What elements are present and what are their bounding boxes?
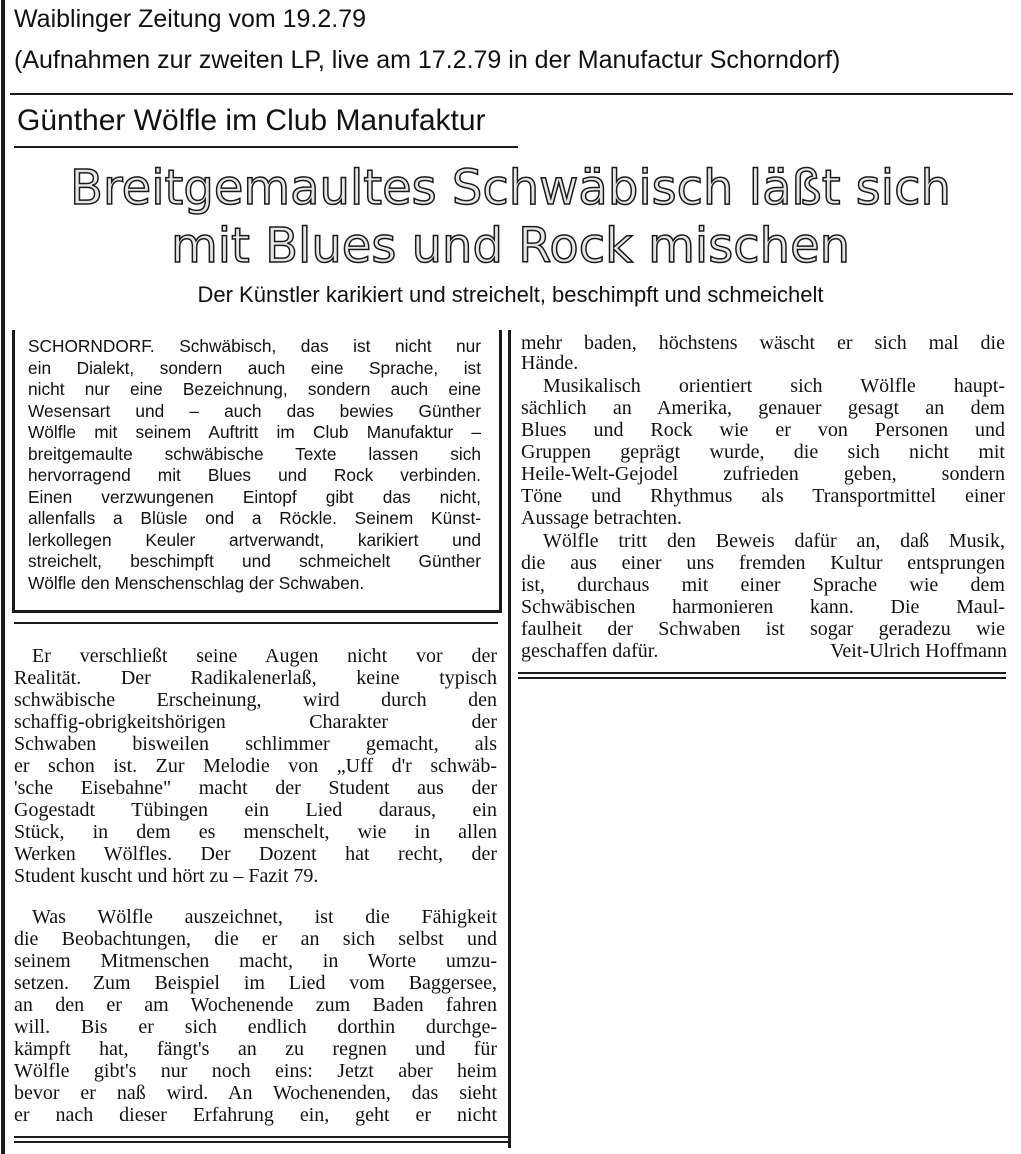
text-line: setzen. Zum Beispiel im Lied vom Baggersee, — [14, 972, 497, 994]
lead-line: ein Dialekt, sondern auch eine Sprache, ist — [28, 357, 481, 378]
text-line: Aussage betrachten. — [521, 507, 683, 529]
text-line: will. Bis er sich endlich dorthin durchge- — [14, 1016, 497, 1038]
text-line: Er verschließt seine Augen nicht vor der — [32, 645, 497, 667]
lead-line: Wölfle den Menschenschlag der Schwaben. — [28, 572, 365, 593]
text-line: Student kuscht und hört zu – Fazit 79. — [14, 865, 319, 887]
text-line: Töne und Rhythmus als Transportmittel einer — [521, 485, 1005, 507]
text-line: bevor er naß wird. An Wochenenden, das sieht — [14, 1082, 497, 1104]
right-bottom-rule-1 — [518, 672, 1006, 674]
text-line: Gogestadt Tübingen ein Lied daraus, ein — [14, 799, 497, 821]
text-line: 'sche Eisebahne" macht der Student aus der — [14, 777, 497, 799]
left-bottom-rule-2 — [14, 1141, 508, 1143]
subheadline: Der Künstler karikiert und streichelt, beschimpft und schmeichelt — [197, 282, 824, 307]
text-line: schaffig-obrigkeitshörigen Charakter der — [14, 711, 497, 733]
text-line: an den er am Wochenende zum Baden fahren — [14, 994, 497, 1016]
text-line: Stück, in dem es menschelt, wie in allen — [14, 821, 497, 843]
recording-note: (Aufnahmen zur zweiten LP, live am 17.2.79 in der Manufactur Schorndorf) — [14, 46, 841, 74]
text-line: mehr baden, höchstens wäscht er sich mal die — [521, 332, 1005, 354]
header-divider — [10, 93, 1013, 95]
text-line: Heile-Welt-Gejodel zufrieden geben, sondern — [521, 463, 1005, 485]
text-line: er nach dieser Erfahrung ein, geht er nicht — [14, 1104, 497, 1126]
lead-line: Einen verzwungenen Eintopf gibt das nicht, — [28, 486, 481, 507]
text-line: Realität. Der Radikalenerlaß, keine typisch — [14, 667, 497, 689]
lead-line: Wesensart und – auch das bewies Günther — [28, 400, 481, 421]
lead-line: streichelt, beschimpft und schmeichelt Günther — [28, 551, 481, 571]
text-line: Gruppen geprägt wurde, die sich nicht mit — [521, 441, 1005, 463]
text-line: seinem Mitmenschen macht, in Worte umzu- — [14, 950, 497, 972]
text-line: Wölfle tritt den Beweis dafür an, daß Musik, — [543, 530, 1005, 552]
text-line: Wölfle gibt's nur noch eins: Jetzt aber heim — [14, 1060, 497, 1082]
text-line: schwäbische Erscheinung, wird durch den — [14, 689, 497, 711]
text-line: die aus einer uns fremden Kultur entsprungen — [521, 552, 1005, 574]
text-line: Blues und Rock wie er von Personen und — [521, 419, 1005, 441]
text-line: er schon ist. Zur Melodie von „Uff d'r schwäb- — [14, 755, 497, 777]
text-line: geschaffen dafür. — [521, 640, 659, 662]
column-divider — [508, 330, 511, 1148]
left-bottom-rule-1 — [14, 1136, 508, 1138]
text-line: Hände. — [521, 352, 579, 374]
kicker: Günther Wölfle im Club Manufaktur — [17, 104, 486, 137]
text-line: Werken Wölfles. Der Dozent hat recht, der — [14, 843, 497, 865]
headline-line-2: mit Blues und Rock mischen — [170, 218, 851, 274]
headline-line-1: Breitgemaultes Schwäbisch läßt sich — [70, 160, 951, 216]
text-line: ist, durchaus mit einer Sprache wie dem — [521, 574, 1005, 596]
lead-line: nicht nur eine Bezeichnung, sondern auch eine — [28, 379, 481, 399]
author-byline: Veit-Ulrich Hoffmann — [830, 640, 1007, 662]
lead-line: Wölfle mit seinem Auftritt im Club Manufaktur – — [28, 422, 481, 442]
lead-line: allenfalls a Blüsle ond a Röckle. Seinem Künst- — [28, 508, 481, 528]
text-line: die Beobachtungen, die er an sich selbst und — [14, 928, 497, 950]
right-bottom-rule-2 — [518, 677, 1006, 679]
lead-line: SCHORNDORF. Schwäbisch, das ist nicht nur — [28, 336, 481, 356]
lead-line: lerkollegen Keuler artverwandt, karikiert und — [28, 529, 481, 550]
newspaper-source: Waiblinger Zeitung vom 19.2.79 — [14, 5, 367, 33]
text-line: faulheit der Schwaben ist sogar geradezu wie — [521, 618, 1005, 640]
kicker-underline — [14, 146, 518, 148]
lead-bottom-rule — [14, 622, 498, 624]
lead-line: breitgemaulte schwäbische Texte lassen sich — [28, 443, 481, 464]
text-line: kämpft hat, fängt's an zu regnen und für — [14, 1038, 497, 1060]
text-line: sächlich an Amerika, genauer gesagt an dem — [521, 397, 1005, 419]
text-line: Schwaben bisweilen schlimmer gemacht, als — [14, 733, 497, 755]
lead-line: hervorragend mit Blues und Rock verbinden. — [28, 465, 481, 485]
text-line: Musikalisch orientiert sich Wölfle haupt- — [543, 375, 1005, 397]
text-line: Was Wölfle auszeichnet, ist die Fähigkeit — [32, 906, 497, 928]
text-line: Schwäbischen harmonieren kann. Die Maul- — [521, 596, 1005, 618]
